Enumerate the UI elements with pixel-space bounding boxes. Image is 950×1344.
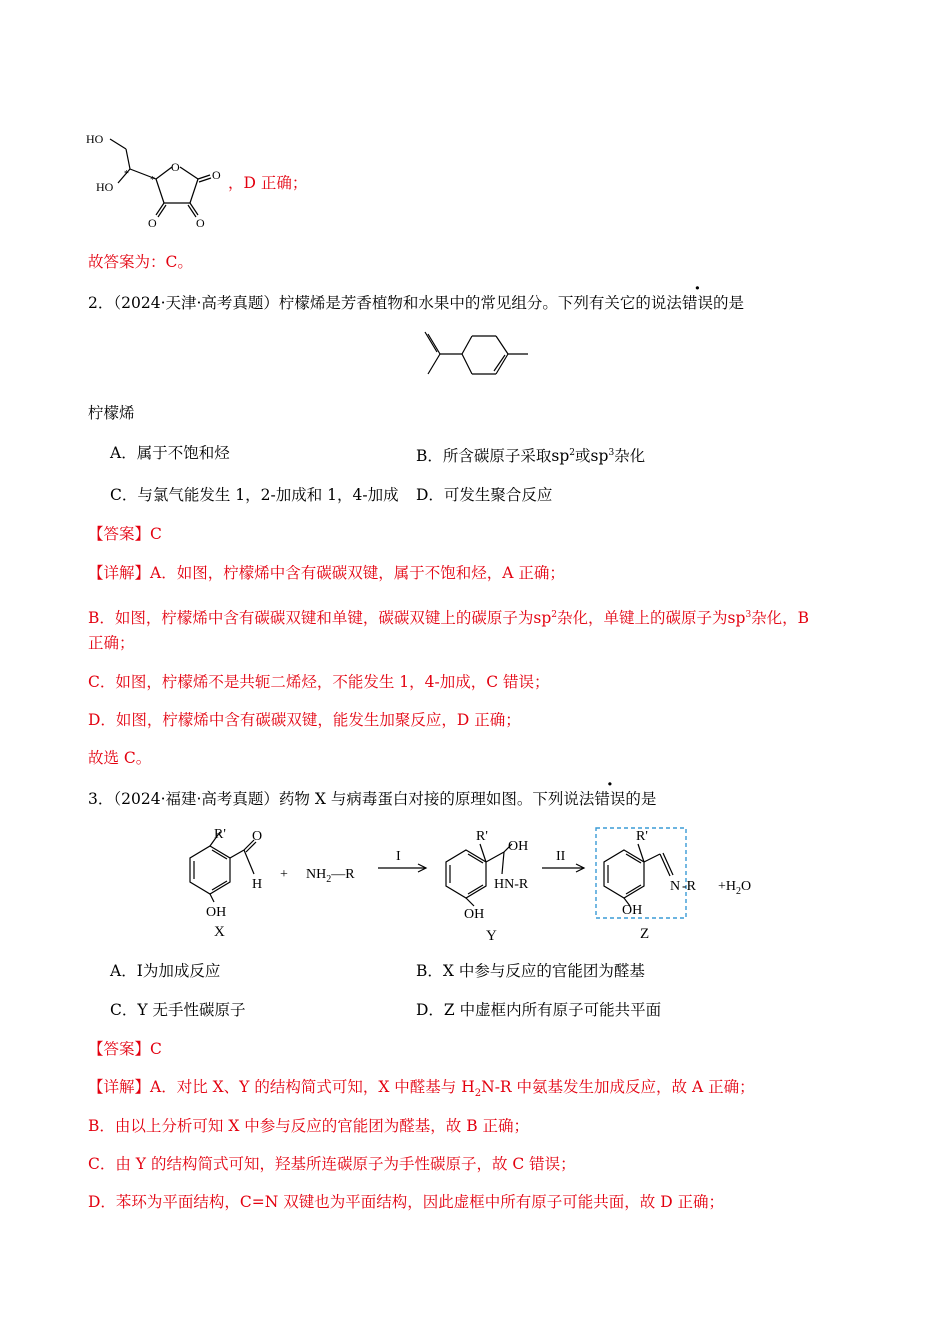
- q3-detail-a-sub: 2: [474, 1088, 482, 1100]
- q2-option-b-sp2: sp: [551, 447, 570, 466]
- q2-stem-emphasis: 错误: [681, 294, 713, 312]
- q3-stem-emphasis: 错误: [594, 790, 626, 808]
- fig1-label-ho1: HO: [86, 132, 104, 146]
- q2-detail-a: [88, 562, 565, 584]
- fig1-label-ho2: HO: [96, 180, 114, 194]
- fig1-label-o1: O: [212, 168, 221, 182]
- q2-stem: [88, 292, 744, 314]
- q3-detail-b: B．由以上分析可知 X 中参与反应的官能团为醛基，故 B 正确；: [88, 1117, 530, 1135]
- q3-stem-post: 的是: [625, 790, 657, 808]
- q3-stem: [88, 788, 656, 810]
- q2-option-c[interactable]: C．与氯气能发生 1，2-加成和 1，4-加成: [110, 486, 399, 504]
- q3-detail-d: D．苯环为平面结构，C=N 双键也为平面结构，因此虚框中所有原子可能共面，故 D 正确；: [88, 1193, 725, 1211]
- q3-detail-a-pre: A．对比 X、Y 的结构简式可知，X 中醛基与 H: [150, 1078, 475, 1096]
- step-one-label: I: [396, 849, 401, 864]
- y-oh1-label: OH: [508, 839, 529, 854]
- amine-label: $NH_2—R$: [306, 867, 355, 885]
- q2-detail-b-sp3: sp: [727, 609, 746, 628]
- x-o-label: O: [252, 829, 263, 844]
- ascorbic-structure: [80, 125, 240, 235]
- fig1-label-o2: O: [148, 216, 157, 230]
- x-oh-label: OH: [206, 905, 227, 920]
- q2-detail-b-sup2: 3: [745, 610, 752, 620]
- q2-option-b-suffix: 杂化: [614, 447, 646, 466]
- q2-option-b-text: B．所含碳原子采取: [416, 447, 552, 466]
- q3-option-d[interactable]: D．Z 中虚框内所有原子可能共平面: [416, 1001, 662, 1019]
- y-compound-label: Y: [486, 928, 497, 944]
- q3-answer: 【答案】C: [88, 1040, 162, 1058]
- q2-option-b-sup1: 2: [569, 448, 576, 458]
- q2-option-d[interactable]: D．可发生聚合反应: [416, 486, 553, 504]
- q2-detail-a-text: A．如图，柠檬烯中含有碳碳双键，属于不饱和烃，A 正确；: [150, 564, 565, 582]
- step-two-label: II: [556, 849, 566, 864]
- y-hn-label: HN-R: [494, 877, 529, 892]
- z-r-label: R': [636, 829, 648, 844]
- q2-detail-b-post: 杂化，B: [751, 609, 810, 628]
- fig1-suffix: ，D 正确；: [228, 174, 308, 192]
- fig1-chiral-star-2: *: [150, 175, 155, 186]
- q2-detail-tag: 【详解】: [88, 564, 151, 582]
- q2-detail-d: D．如图，柠檬烯中含有碳碳双键，能发生加聚反应，D 正确；: [88, 711, 521, 729]
- q2-stem-pre: （2024·天津·高考真题）柠檬烯是芳香植物和水果中的常见组分。下列有关它的说法: [113, 294, 682, 312]
- q2-option-a[interactable]: A．属于不饱和烃: [110, 444, 230, 462]
- y-r-label: R': [476, 829, 488, 844]
- q3-option-b[interactable]: B．X 中参与反应的官能团为醛基: [416, 962, 645, 980]
- z-oh-label: OH: [622, 903, 643, 918]
- q2-detail-b-sp2: sp: [533, 609, 552, 628]
- z-compound-label: Z: [640, 926, 650, 942]
- q3-detail-a: [88, 1076, 755, 1105]
- q3-detail-a-post: N-R 中氨基发生加成反应，故 A 正确；: [481, 1078, 755, 1096]
- q2-answer: 【答案】C: [88, 525, 162, 543]
- q2-conclusion: 故选 C。: [88, 749, 152, 767]
- q2-detail-b-pre: B．如图，柠檬烯中含有碳碳双键和单键，碳碳双键上的碳原子为: [88, 609, 534, 628]
- q2-number: 2．: [88, 294, 114, 312]
- q2-detail-c: C．如图，柠檬烯不是共轭二烯烃，不能发生 1，4-加成，C 错误；: [88, 673, 550, 691]
- limonene-structure: [410, 328, 540, 383]
- z-nr-label: -R: [682, 879, 696, 894]
- q3-detail-tag: 【详解】: [88, 1078, 151, 1096]
- fig1-chiral-star-1: *: [124, 169, 129, 180]
- q3-option-c[interactable]: C．Y 无手性碳原子: [110, 1001, 246, 1019]
- plus-sign: +: [280, 867, 288, 882]
- q2-option-b-or: 或: [575, 447, 591, 466]
- z-n-label: N: [670, 879, 681, 894]
- q2-detail-b-line2: 正确；: [88, 634, 135, 652]
- x-compound-label: X: [214, 924, 225, 940]
- q2-detail-b-mid: 杂化，单键上的碳原子为: [557, 609, 728, 628]
- reaction-scheme: [170, 824, 790, 950]
- q2-option-b[interactable]: [416, 442, 645, 467]
- q3-detail-c: C．由 Y 的结构简式可知，羟基所连碳原子为手性碳原子，故 C 错误；: [88, 1155, 576, 1173]
- q3-stem-pre: （2024·福建·高考真题）药物 X 与病毒蛋白对接的原理如图。下列说法: [113, 790, 595, 808]
- x-r-label: R': [214, 827, 226, 842]
- q3-option-a[interactable]: A．Ⅰ为加成反应: [110, 962, 221, 980]
- fig1-label-o3: O: [196, 216, 205, 230]
- q2-option-b-sup2: 3: [608, 448, 615, 458]
- q3-number: 3．: [88, 790, 114, 808]
- y-oh2-label: OH: [464, 907, 485, 922]
- q1-conclusion: 故答案为：C。: [88, 253, 193, 271]
- q2-option-b-sp3: sp: [590, 447, 609, 466]
- water-label: $+H_2O$: [718, 879, 752, 897]
- q2-detail-b: [88, 604, 809, 629]
- q2-caption: 柠檬烯: [88, 404, 135, 422]
- x-h-label: H: [252, 877, 263, 892]
- q2-stem-post: 的是: [712, 294, 744, 312]
- fig1-label-o-ring: O: [171, 160, 180, 174]
- q2-detail-b-sup1: 2: [551, 610, 558, 620]
